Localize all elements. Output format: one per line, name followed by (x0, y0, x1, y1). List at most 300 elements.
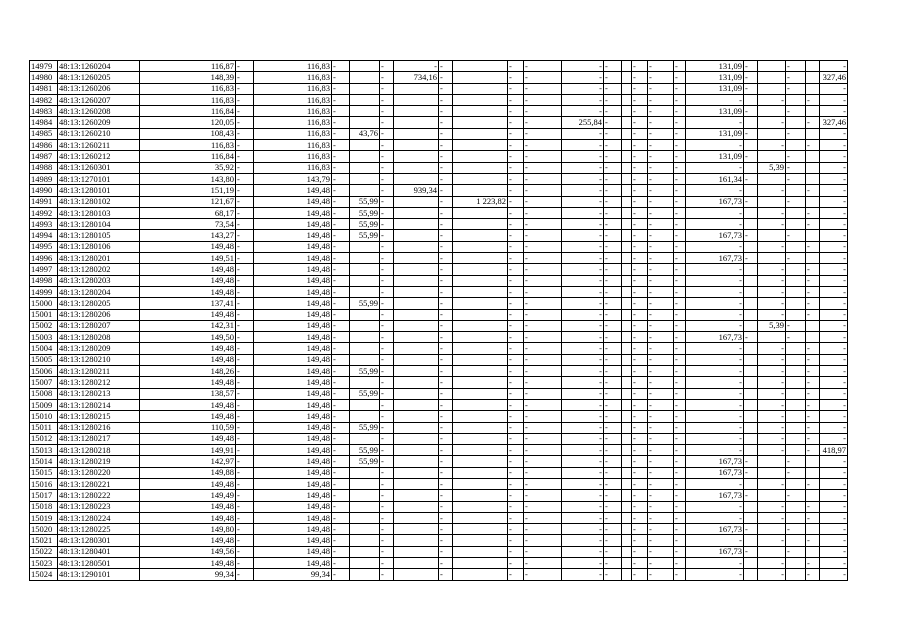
value-cell: - (604, 140, 622, 151)
value-cell: - (380, 196, 394, 207)
value-cell: - (562, 332, 604, 343)
value-cell: - (820, 377, 848, 388)
value-cell: 149,48 (254, 354, 332, 365)
value-cell: - (648, 219, 674, 230)
value-cell: - (632, 478, 648, 489)
value-cell: 149,48 (254, 546, 332, 557)
value-cell (350, 117, 380, 128)
value-cell: - (524, 185, 562, 196)
value-cell: - (632, 320, 648, 331)
value-cell: - (604, 253, 622, 264)
value-cell: - (562, 501, 604, 512)
value-cell (394, 264, 439, 275)
value-cell: - (648, 309, 674, 320)
value-cell: - (758, 399, 786, 410)
value-cell: - (632, 501, 648, 512)
value-cell: - (524, 162, 562, 173)
value-cell: - (674, 399, 686, 410)
value-cell: - (806, 411, 820, 422)
value-cell: 149,48 (254, 264, 332, 275)
value-cell: - (674, 128, 686, 139)
value-cell: - (380, 162, 394, 173)
value-cell: - (604, 388, 622, 399)
value-cell (786, 140, 806, 151)
value-cell: - (562, 399, 604, 410)
value-cell: - (524, 140, 562, 151)
value-cell (622, 320, 632, 331)
value-cell: - (632, 354, 648, 365)
value-cell: - (686, 162, 744, 173)
value-cell (758, 61, 786, 72)
value-cell: - (439, 524, 453, 535)
value-cell: 149,48 (140, 433, 236, 444)
value-cell (786, 445, 806, 456)
value-cell: - (758, 264, 786, 275)
value-cell: - (648, 399, 674, 410)
value-cell: 138,57 (140, 388, 236, 399)
value-cell (622, 445, 632, 456)
value-cell: - (562, 524, 604, 535)
value-cell: - (806, 117, 820, 128)
value-cell: 116,83 (140, 140, 236, 151)
value-cell (622, 512, 632, 523)
value-cell (394, 298, 439, 309)
value-cell: - (562, 366, 604, 377)
value-cell (806, 320, 820, 331)
value-cell: - (380, 219, 394, 230)
value-cell: - (758, 298, 786, 309)
value-cell: 151,19 (140, 185, 236, 196)
value-cell: - (524, 512, 562, 523)
value-cell: 149,56 (140, 546, 236, 557)
value-cell (350, 83, 380, 94)
value-cell (786, 422, 806, 433)
value-cell: - (524, 207, 562, 218)
value-cell: - (236, 241, 254, 252)
value-cell (394, 196, 439, 207)
value-cell: - (439, 309, 453, 320)
value-cell: - (674, 162, 686, 173)
value-cell: - (674, 207, 686, 218)
value-cell (453, 558, 508, 569)
value-cell (758, 72, 786, 83)
value-cell (622, 196, 632, 207)
value-cell: - (508, 546, 524, 557)
value-cell: - (524, 253, 562, 264)
value-cell: - (439, 501, 453, 512)
value-cell (622, 377, 632, 388)
value-cell: - (562, 207, 604, 218)
value-cell (394, 207, 439, 218)
value-cell: - (439, 366, 453, 377)
value-cell: - (744, 196, 758, 207)
value-cell: - (380, 253, 394, 264)
value-cell (394, 546, 439, 557)
value-cell: - (648, 162, 674, 173)
value-cell: - (508, 185, 524, 196)
cadastral-code-cell: 48:13:1280225 (58, 524, 140, 535)
row-number-cell: 14995 (30, 241, 58, 252)
table-row (30, 207, 848, 218)
value-cell: - (632, 456, 648, 467)
value-cell: - (632, 512, 648, 523)
value-cell: 167,73 (686, 196, 744, 207)
row-number-cell: 15014 (30, 456, 58, 467)
value-cell: - (648, 546, 674, 557)
value-cell: - (674, 275, 686, 286)
value-cell: - (806, 286, 820, 297)
value-cell: - (439, 569, 453, 580)
value-cell: - (604, 377, 622, 388)
value-cell (744, 399, 758, 410)
value-cell: 55,99 (350, 388, 380, 399)
table-row (30, 332, 848, 343)
value-cell: - (508, 230, 524, 241)
value-cell: 167,73 (686, 546, 744, 557)
value-cell: - (744, 546, 758, 557)
value-cell (622, 83, 632, 94)
value-cell: 149,49 (140, 490, 236, 501)
value-cell (350, 151, 380, 162)
value-cell: - (604, 343, 622, 354)
value-cell (394, 467, 439, 478)
row-number-cell: 14993 (30, 219, 58, 230)
value-cell (622, 524, 632, 535)
table-row (30, 558, 848, 569)
value-cell: 167,73 (686, 490, 744, 501)
value-cell: 149,48 (254, 456, 332, 467)
value-cell: - (786, 173, 806, 184)
value-cell: - (820, 569, 848, 580)
value-cell (453, 264, 508, 275)
value-cell (350, 354, 380, 365)
value-cell: - (236, 456, 254, 467)
value-cell: - (632, 106, 648, 117)
value-cell: - (686, 241, 744, 252)
cadastral-code-cell: 48:13:1280217 (58, 433, 140, 444)
value-cell: - (674, 411, 686, 422)
value-cell: - (332, 219, 350, 230)
value-cell: - (686, 264, 744, 275)
value-cell: - (744, 332, 758, 343)
value-cell (744, 94, 758, 105)
value-cell: - (632, 467, 648, 478)
value-cell: 149,48 (254, 253, 332, 264)
table-row (30, 83, 848, 94)
row-number-cell: 15012 (30, 433, 58, 444)
value-cell (758, 456, 786, 467)
value-cell: - (758, 185, 786, 196)
value-cell: 1 223,82 (453, 196, 508, 207)
table-row (30, 422, 848, 433)
value-cell: - (604, 490, 622, 501)
value-cell: 149,48 (140, 478, 236, 489)
table-row (30, 185, 848, 196)
value-cell: 167,73 (686, 467, 744, 478)
value-cell: 116,83 (254, 72, 332, 83)
value-cell: - (236, 546, 254, 557)
value-cell: - (604, 241, 622, 252)
value-cell (622, 467, 632, 478)
value-cell: - (332, 230, 350, 241)
value-cell: - (632, 72, 648, 83)
value-cell: - (820, 411, 848, 422)
value-cell: - (786, 230, 806, 241)
value-cell: 120,05 (140, 117, 236, 128)
cadastral-code-cell: 48:13:1280211 (58, 366, 140, 377)
value-cell: - (380, 128, 394, 139)
value-cell: - (686, 535, 744, 546)
value-cell (622, 309, 632, 320)
value-cell (350, 264, 380, 275)
value-cell: - (524, 128, 562, 139)
cadastral-code-cell: 48:13:1280215 (58, 411, 140, 422)
value-cell: - (604, 94, 622, 105)
value-cell: - (604, 546, 622, 557)
value-cell: - (632, 524, 648, 535)
table-row (30, 388, 848, 399)
value-cell: - (562, 151, 604, 162)
value-cell: - (604, 298, 622, 309)
value-cell: - (524, 569, 562, 580)
value-cell: - (674, 151, 686, 162)
cadastral-code-cell: 48:13:1280221 (58, 478, 140, 489)
value-cell: - (439, 399, 453, 410)
value-cell: - (524, 535, 562, 546)
value-cell (744, 343, 758, 354)
value-cell: 149,48 (254, 422, 332, 433)
value-cell (453, 377, 508, 388)
value-cell: 116,87 (140, 61, 236, 72)
row-number-cell: 15000 (30, 298, 58, 309)
value-cell: - (508, 343, 524, 354)
value-cell: - (380, 546, 394, 557)
value-cell: - (508, 275, 524, 286)
value-cell: 73,54 (140, 219, 236, 230)
value-cell: - (332, 94, 350, 105)
value-cell: - (806, 535, 820, 546)
value-cell: - (686, 185, 744, 196)
value-cell: - (236, 535, 254, 546)
value-cell: 55,99 (350, 298, 380, 309)
cadastral-code-cell: 48:13:1260211 (58, 140, 140, 151)
value-cell (453, 501, 508, 512)
value-cell: - (604, 535, 622, 546)
value-cell: - (524, 433, 562, 444)
value-cell: - (604, 501, 622, 512)
value-cell: 149,48 (254, 501, 332, 512)
value-cell (394, 320, 439, 331)
value-cell: - (820, 185, 848, 196)
value-cell: - (236, 173, 254, 184)
value-cell: - (674, 478, 686, 489)
value-cell: - (806, 422, 820, 433)
row-number-cell: 14996 (30, 253, 58, 264)
value-cell: - (332, 61, 350, 72)
row-number-cell: 14987 (30, 151, 58, 162)
value-cell: - (686, 422, 744, 433)
value-cell: - (632, 377, 648, 388)
value-cell: 149,48 (254, 558, 332, 569)
value-cell: - (524, 196, 562, 207)
value-cell (394, 569, 439, 580)
value-cell: - (380, 320, 394, 331)
cadastral-code-cell: 48:13:1280218 (58, 445, 140, 456)
value-cell: - (686, 309, 744, 320)
value-cell: - (758, 309, 786, 320)
value-cell: - (758, 354, 786, 365)
value-cell: - (508, 72, 524, 83)
value-cell (350, 558, 380, 569)
value-cell (394, 253, 439, 264)
value-cell: - (604, 411, 622, 422)
value-cell: - (236, 151, 254, 162)
value-cell: 55,99 (350, 456, 380, 467)
row-number-cell: 14982 (30, 94, 58, 105)
table-row (30, 490, 848, 501)
value-cell: - (758, 558, 786, 569)
value-cell: - (439, 106, 453, 117)
value-cell: 149,48 (140, 399, 236, 410)
value-cell: - (820, 196, 848, 207)
value-cell (622, 241, 632, 252)
value-cell: - (562, 241, 604, 252)
value-cell: - (820, 366, 848, 377)
value-cell (758, 83, 786, 94)
value-cell: - (674, 173, 686, 184)
value-cell: - (632, 185, 648, 196)
value-cell: - (648, 94, 674, 105)
value-cell: - (632, 535, 648, 546)
value-cell: - (524, 478, 562, 489)
value-cell (806, 106, 820, 117)
cadastral-code-cell: 48:13:1280209 (58, 343, 140, 354)
value-cell: - (380, 298, 394, 309)
value-cell: - (648, 366, 674, 377)
value-cell (453, 309, 508, 320)
cadastral-code-cell: 48:13:1280213 (58, 388, 140, 399)
value-cell (453, 343, 508, 354)
value-cell (744, 264, 758, 275)
value-cell: - (332, 377, 350, 388)
value-cell: - (380, 207, 394, 218)
value-cell: - (786, 151, 806, 162)
value-cell (453, 546, 508, 557)
value-cell (453, 535, 508, 546)
value-cell: - (236, 377, 254, 388)
value-cell: - (562, 354, 604, 365)
value-cell: - (744, 456, 758, 467)
value-cell: - (674, 106, 686, 117)
value-cell: - (508, 219, 524, 230)
value-cell (453, 94, 508, 105)
value-cell: - (332, 456, 350, 467)
value-cell: - (674, 422, 686, 433)
value-cell (622, 106, 632, 117)
value-cell: 55,99 (350, 366, 380, 377)
value-cell: - (524, 366, 562, 377)
value-cell (453, 61, 508, 72)
value-cell: - (648, 501, 674, 512)
value-cell: - (236, 524, 254, 535)
value-cell: - (686, 366, 744, 377)
value-cell: - (508, 535, 524, 546)
value-cell: - (674, 264, 686, 275)
value-cell: - (508, 411, 524, 422)
value-cell (453, 253, 508, 264)
value-cell (622, 354, 632, 365)
value-cell: - (648, 298, 674, 309)
table-row (30, 151, 848, 162)
value-cell: - (686, 478, 744, 489)
value-cell: - (686, 558, 744, 569)
value-cell (394, 354, 439, 365)
value-cell: - (524, 151, 562, 162)
value-cell: 161,34 (686, 173, 744, 184)
value-cell: - (632, 433, 648, 444)
value-cell: - (508, 433, 524, 444)
value-cell: 149,48 (254, 535, 332, 546)
value-cell: - (380, 286, 394, 297)
value-cell: - (332, 320, 350, 331)
value-cell: - (562, 275, 604, 286)
value-cell: - (806, 354, 820, 365)
value-cell: - (604, 558, 622, 569)
value-cell: - (332, 433, 350, 444)
value-cell: - (604, 83, 622, 94)
value-cell: - (744, 253, 758, 264)
value-cell: 149,50 (140, 332, 236, 343)
value-cell: - (524, 298, 562, 309)
value-cell (350, 320, 380, 331)
value-cell: - (648, 388, 674, 399)
value-cell: - (758, 94, 786, 105)
table-row (30, 467, 848, 478)
value-cell: - (820, 309, 848, 320)
value-cell: - (632, 490, 648, 501)
value-cell (786, 388, 806, 399)
value-cell: 35,92 (140, 162, 236, 173)
row-number-cell: 14991 (30, 196, 58, 207)
value-cell: - (508, 61, 524, 72)
value-cell: - (332, 207, 350, 218)
value-cell: - (648, 422, 674, 433)
value-cell: - (236, 422, 254, 433)
value-cell: - (674, 354, 686, 365)
value-cell: - (508, 196, 524, 207)
value-cell (453, 445, 508, 456)
value-cell (744, 377, 758, 388)
table-row (30, 456, 848, 467)
value-cell (806, 196, 820, 207)
value-cell: - (648, 117, 674, 128)
value-cell: 149,48 (140, 411, 236, 422)
value-cell (744, 422, 758, 433)
value-cell: - (508, 117, 524, 128)
value-cell: - (758, 140, 786, 151)
value-cell: - (648, 253, 674, 264)
value-cell (394, 241, 439, 252)
value-cell (786, 558, 806, 569)
table-row (30, 535, 848, 546)
value-cell: - (439, 241, 453, 252)
value-cell: - (758, 501, 786, 512)
value-cell: - (604, 354, 622, 365)
table-row (30, 196, 848, 207)
value-cell (806, 524, 820, 535)
value-cell: - (820, 467, 848, 478)
value-cell: - (648, 61, 674, 72)
